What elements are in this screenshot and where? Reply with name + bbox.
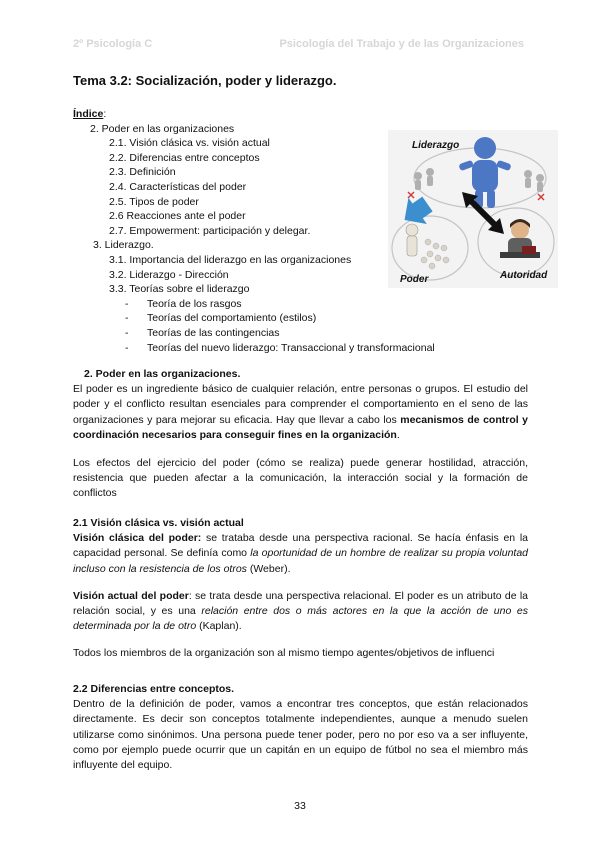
toc-item-text: Teoría de los rasgos — [147, 297, 242, 310]
toc-item: 2. Poder en las organizaciones — [90, 122, 235, 135]
page-title: Tema 3.2: Socialización, poder y liderazgo. — [73, 73, 337, 88]
toc-item-text: Teorías de las contingencias — [147, 326, 280, 339]
text-run: (Kaplan). — [196, 620, 242, 633]
toc-item: 2.1. Visión clásica vs. visión actual — [109, 137, 270, 150]
toc-item: 2.4. Características del poder — [109, 180, 247, 193]
toc-dash: - — [125, 297, 129, 310]
section-2-paragraph-2: Los efectos del ejercicio del poder (cómo se realiza) puede generar hostilidad, atracción, resistencia que pueden afectar a la comunicación, la interacción social y la formación de conflictos — [73, 457, 528, 500]
text-run: El poder es un ingrediente básico de cualquier relación, entre personas o grupos. El estudio del poder y el conflicto resultan esenciales para comprender el comportamiento en el seno de las organizaciones y para mejorar su eficacia. Hay que llevar a cabo los — [73, 383, 528, 426]
toc-item — [73, 341, 473, 356]
toc-dash: - — [125, 326, 129, 339]
section-2-heading: 2. Poder en las organizaciones. — [84, 368, 241, 380]
italic-text-run: la oportunidad de un hombre de realizar su propia voluntad incluso con la resistencia de los otros — [73, 547, 529, 575]
text-run: : se trata desde una perspectiva relacional. El poder es un atributo de la relación social, y es una — [73, 589, 528, 618]
section-2-2-paragraph: Dentro de la definición de poder, vamos a encontrar tres conceptos, que están relacionados directamente. Es decir son conceptos totalmente independientes, aunque a menudo suelen utilizarse como sinónimos. Una persona puede tener poder, pero no por eso va a ser influyente, como por ejemplo puede ocurrir que un capitán en un equipo de fútbol no sea el miembro más influyente del equipo. — [73, 698, 528, 772]
section-2-1-heading: 2.1 Visión clásica vs. visión actual — [73, 517, 244, 529]
text-run: se trataba desde una perspectiva racional. Se hacía énfasis en la capacidad personal. Se definía como — [73, 532, 529, 560]
toc-item: 3.2. Liderazgo - Dirección — [109, 268, 229, 281]
toc-item: 3. Liderazgo. — [93, 239, 154, 252]
header-course: 2º Psicología C — [73, 38, 153, 50]
toc-item: 2.7. Empowerment: participación y delegar. — [109, 224, 311, 237]
figure-label-leadership: Liderazgo — [412, 140, 460, 151]
classic-view-paragraph — [73, 531, 528, 577]
figure-label-power: Poder — [400, 274, 429, 285]
section-2-paragraph-1 — [73, 382, 528, 443]
toc-dash: - — [125, 312, 129, 325]
toc-item: 2.2. Diferencias entre conceptos — [109, 151, 260, 164]
leadership-power-authority-illustration — [388, 130, 558, 288]
toc-item-text: Teorías del nuevo liderazgo: Transaccional y transformacional — [147, 341, 435, 354]
figure-label-authority: Autoridad — [500, 270, 548, 281]
toc-item-text: Teorías del comportamiento (estilos) — [147, 312, 317, 325]
page-number: 33 — [294, 800, 306, 812]
italic-text-run: relación entre dos o más actores en la que la acción de uno es determinada por la de otro — [73, 605, 528, 633]
agents-paragraph: Todos los miembros de la organización son al mismo tiempo agentes/objetivos de influenci — [73, 647, 495, 660]
toc-item — [73, 326, 473, 341]
toc-item — [73, 311, 473, 326]
toc-item: 3.1. Importancia del liderazgo en las organizaciones — [109, 253, 352, 266]
toc-dash: - — [125, 341, 129, 354]
toc-item — [73, 297, 473, 312]
text-run: (Weber). — [246, 562, 291, 575]
section-2-2-heading: 2.2 Diferencias entre conceptos. — [73, 683, 235, 695]
header-subject: Psicología del Trabajo y de las Organizaciones — [279, 38, 524, 50]
section-2-2 — [73, 682, 528, 773]
toc-heading-colon: : — [103, 108, 107, 120]
bold-text-run: Visión clásica del poder: — [73, 532, 202, 545]
toc-item: 2.5. Tipos de poder — [109, 195, 199, 208]
text-run: . — [396, 428, 400, 441]
toc-item: 2.3. Definición — [109, 166, 176, 179]
current-view-paragraph — [73, 589, 528, 635]
bold-text-run: Visión actual del poder — [73, 589, 189, 602]
toc-item: 2.6 Reacciones ante el poder — [109, 210, 246, 223]
section-2 — [73, 367, 528, 502]
bold-text-run: mecanismos de control y coordinación necesarios para conseguir fines en la organización — [73, 413, 528, 441]
toc-heading: Índice — [73, 108, 104, 120]
section-2-1 — [73, 516, 528, 662]
toc-item: 3.3. Teorías sobre el liderazgo — [109, 283, 250, 296]
toc-heading-line — [73, 107, 473, 122]
